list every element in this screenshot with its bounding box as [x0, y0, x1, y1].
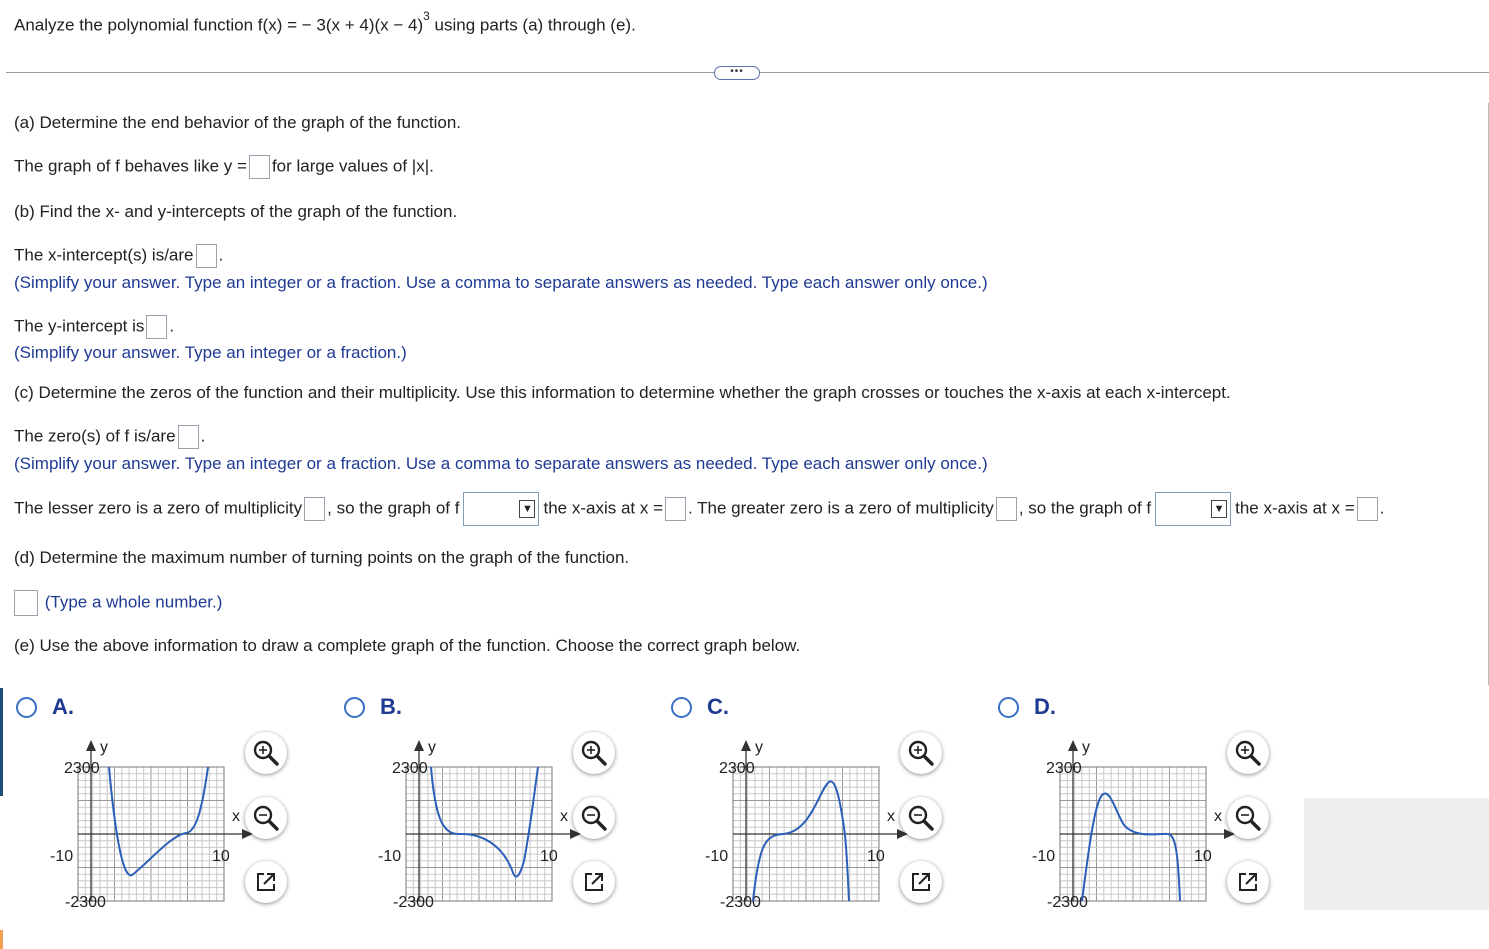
greater-behavior-dropdown[interactable] — [1155, 492, 1231, 526]
y-axis-label: y — [755, 739, 763, 756]
x-intercept-input[interactable] — [196, 244, 217, 268]
zoom-in-icon — [252, 739, 280, 767]
problem-statement — [14, 9, 636, 36]
zeros-label: The zero(s) of f is/are — [14, 426, 176, 446]
option-label[interactable]: C. — [707, 694, 729, 719]
option-label[interactable]: A. — [52, 694, 74, 719]
y-intercept-line: The y-intercept is . — [14, 315, 174, 339]
zoom-out-button[interactable] — [1227, 797, 1269, 839]
x-max-label: 10 — [540, 848, 558, 865]
x-min-label: -10 — [705, 848, 729, 865]
open-window-button[interactable] — [900, 861, 942, 903]
problem-intro-end: using parts (a) through (e). — [429, 15, 636, 35]
option-graph — [46, 735, 256, 915]
zoom-out-icon — [580, 804, 608, 832]
greater-x-label: the x-axis at x = — [1235, 498, 1355, 518]
y-axis-arrow — [414, 740, 424, 751]
option-radio[interactable] — [344, 697, 365, 718]
more-button[interactable]: ••• — [714, 66, 760, 80]
zoom-out-button[interactable] — [900, 797, 942, 839]
zoom-out-icon — [907, 804, 935, 832]
x-min-label: -10 — [378, 848, 402, 865]
option-graph — [1028, 735, 1238, 915]
lesser-behavior-dropdown[interactable] — [463, 492, 539, 526]
x-max-label: 10 — [212, 848, 230, 865]
option-label[interactable]: D. — [1034, 694, 1056, 719]
x-intercept-label: The x-intercept(s) is/are — [14, 245, 194, 265]
end-behavior-input[interactable] — [249, 155, 270, 179]
lesser-multiplicity-input[interactable] — [304, 497, 325, 521]
selection-bar — [0, 688, 3, 796]
option-radio[interactable] — [671, 697, 692, 718]
dropdown-arrow-icon: ▼ — [1211, 500, 1227, 518]
option-graph — [701, 735, 911, 915]
turning-points-hint: (Type a whole number.) — [44, 592, 223, 612]
problem-exponent: 3 — [423, 9, 430, 23]
zeros-hint: (Simplify your answer. Type an integer or a fraction. Use a comma to separate answers as needed. Type each answer only once.) — [14, 454, 988, 473]
x-max-label: 10 — [867, 848, 885, 865]
y-min-label: -2300 — [393, 894, 434, 910]
y-min-label: -2300 — [65, 894, 106, 910]
open-window-icon — [909, 870, 933, 894]
turning-points-input[interactable] — [14, 590, 38, 616]
greater-zero-input[interactable] — [1357, 497, 1378, 521]
open-window-icon — [1236, 870, 1260, 894]
part-a-label: The graph of f behaves like y = — [14, 156, 247, 176]
y-min-label: -2300 — [1047, 894, 1088, 910]
part-d-heading: (d) Determine the maximum number of turning points on the graph of the function. — [14, 548, 630, 567]
open-window-button[interactable] — [1227, 861, 1269, 903]
open-window-button[interactable] — [573, 861, 615, 903]
zoom-out-button[interactable] — [573, 797, 615, 839]
part-c-heading: (c) Determine the zeros of the function and their multiplicity. Use this information to determine whether the graph crosses or touches the x-axis at each x-intercept. — [14, 383, 1231, 402]
y-axis-arrow — [1068, 740, 1078, 751]
x-axis-label: x — [887, 808, 895, 825]
y-axis-label: y — [1082, 739, 1090, 756]
zoom-in-button[interactable] — [1227, 732, 1269, 774]
function-curve — [753, 781, 849, 901]
x-min-label: -10 — [1032, 848, 1056, 865]
part-a-line — [14, 155, 434, 179]
zeros-line: The zero(s) of f is/are . — [14, 425, 205, 449]
zoom-out-icon — [252, 804, 280, 832]
lesser-zero-input[interactable] — [665, 497, 686, 521]
multiplicity-line: The lesser zero is a zero of multiplicity , so the graph of f ▼ the x-axis at x = . The greater zero is a zero of multiplicity , so the graph of f ▼ the x-axis at x = . — [14, 492, 1384, 526]
function-curve — [431, 767, 538, 877]
y-intercept-label: The y-intercept is — [14, 316, 145, 336]
zoom-in-icon — [1234, 739, 1262, 767]
zoom-out-button[interactable] — [245, 797, 287, 839]
part-b-heading: (b) Find the x- and y-intercepts of the graph of the function. — [14, 202, 458, 221]
problem-intro: Analyze the polynomial function f(x) = − 3(x + 4)(x − 4) — [14, 15, 424, 35]
x-intercept-line: The x-intercept(s) is/are . — [14, 244, 223, 268]
x-axis-label: x — [1214, 808, 1222, 825]
part-e-heading: (e) Use the above information to draw a complete graph of the function. Choose the correct graph below. — [14, 636, 801, 655]
y-axis-arrow — [86, 740, 96, 751]
part-a-heading: (a) Determine the end behavior of the graph of the function. — [14, 113, 461, 132]
zoom-in-button[interactable] — [573, 732, 615, 774]
zeros-input[interactable] — [178, 425, 199, 449]
option-radio[interactable] — [998, 697, 1019, 718]
option-radio[interactable] — [16, 697, 37, 718]
zoom-in-icon — [907, 739, 935, 767]
y-axis-arrow — [741, 740, 751, 751]
y-axis-label: y — [428, 739, 436, 756]
open-window-icon — [582, 870, 606, 894]
y-max-label: 2300 — [64, 760, 100, 777]
part-a-label-end: for large values of |x|. — [271, 156, 434, 176]
edge-marker — [0, 930, 3, 949]
y-intercept-hint: (Simplify your answer. Type an integer or a fraction.) — [14, 343, 407, 362]
option-graph — [374, 735, 584, 915]
x-axis-label: x — [560, 808, 568, 825]
y-max-label: 2300 — [392, 760, 428, 777]
x-min-label: -10 — [50, 848, 74, 865]
y-min-label: -2300 — [720, 894, 761, 910]
x-max-label: 10 — [1194, 848, 1212, 865]
greater-graph-label: , so the graph of f — [1018, 498, 1152, 518]
turning-points-line — [14, 590, 222, 616]
y-max-label: 2300 — [1046, 760, 1082, 777]
side-panel — [1304, 798, 1489, 910]
option-label[interactable]: B. — [380, 694, 402, 719]
lesser-graph-label: , so the graph of f — [327, 498, 460, 518]
x-axis-label: x — [232, 808, 240, 825]
open-window-button[interactable] — [245, 861, 287, 903]
zoom-out-icon — [1234, 804, 1262, 832]
zoom-in-button[interactable] — [900, 732, 942, 774]
y-axis-label: y — [100, 739, 108, 756]
y-intercept-input[interactable] — [146, 315, 167, 339]
greater-zero-label: . The greater zero is a zero of multiplicity — [688, 498, 994, 518]
lesser-zero-label: The lesser zero is a zero of multiplicity — [14, 498, 303, 518]
lesser-x-label: the x-axis at x = — [543, 498, 663, 518]
y-max-label: 2300 — [719, 760, 755, 777]
greater-multiplicity-input[interactable] — [996, 497, 1017, 521]
open-window-icon — [254, 870, 278, 894]
zoom-in-button[interactable] — [245, 732, 287, 774]
x-intercept-hint: (Simplify your answer. Type an integer or a fraction. Use a comma to separate answers as needed. Type each answer only once.) — [14, 273, 988, 292]
zoom-in-icon — [580, 739, 608, 767]
dropdown-arrow-icon: ▼ — [519, 500, 535, 518]
